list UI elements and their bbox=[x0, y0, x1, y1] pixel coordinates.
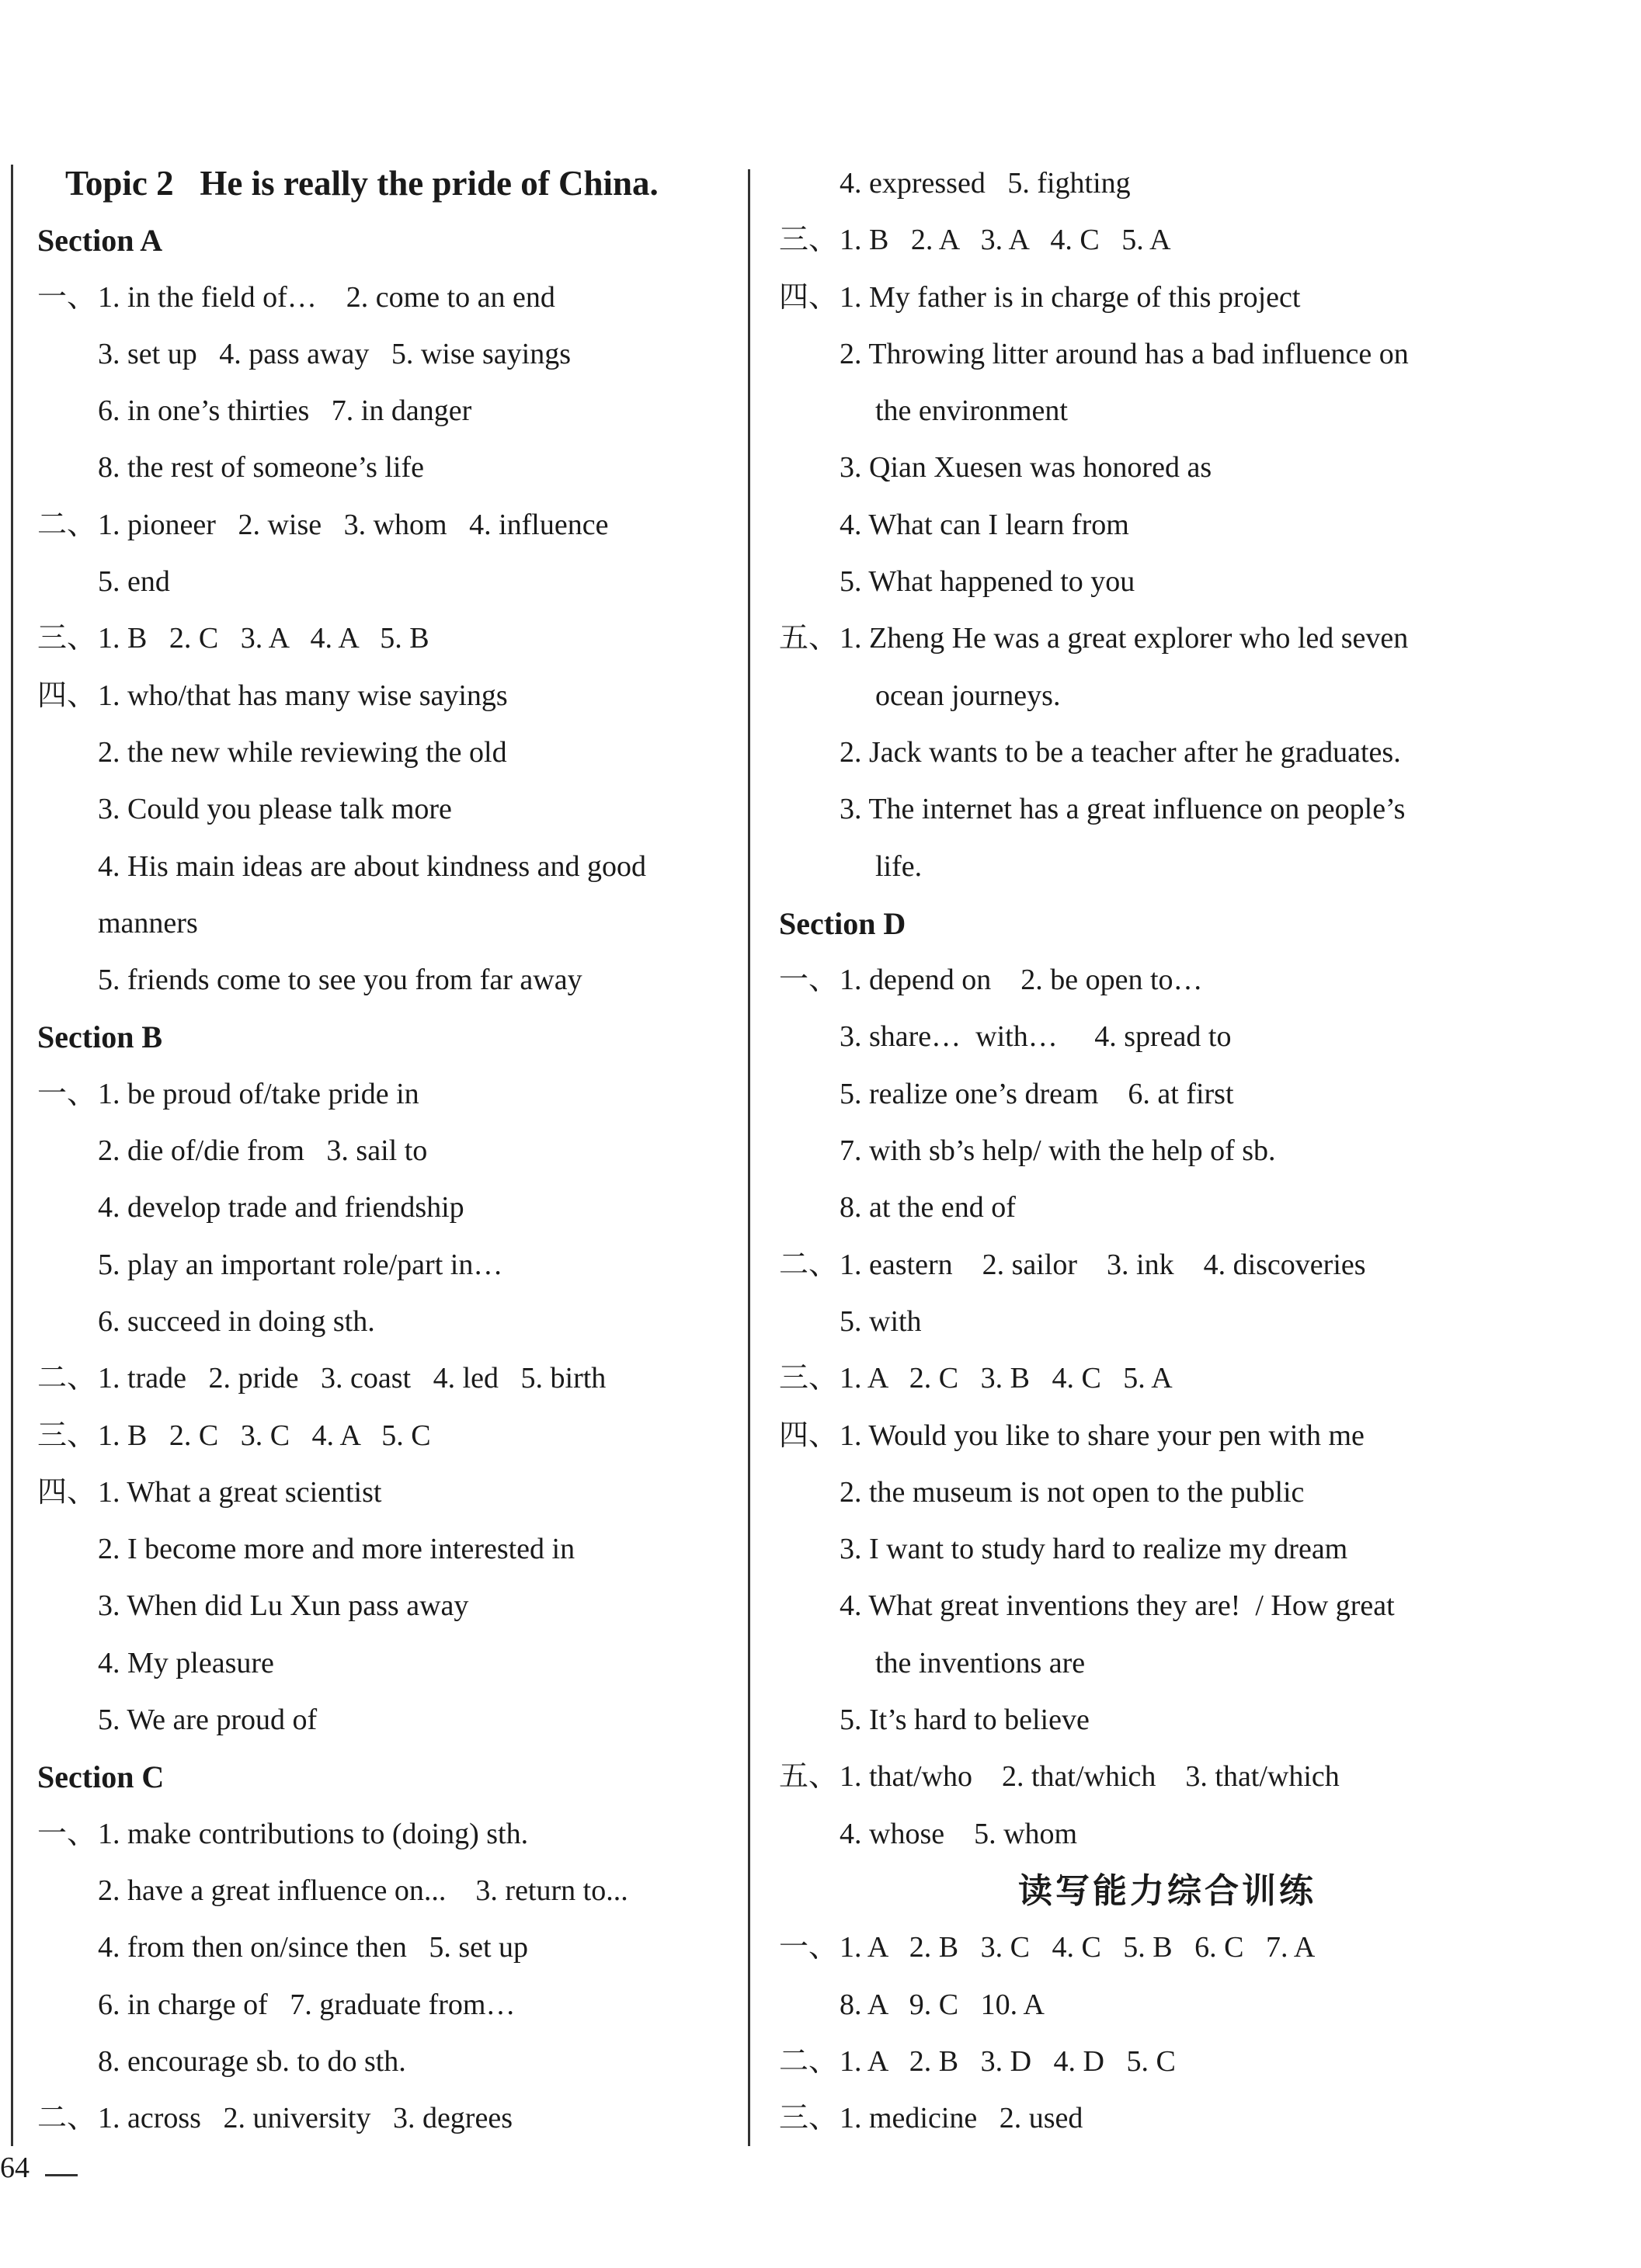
answer-text: the inventions are bbox=[875, 1646, 1086, 1679]
answer-line bbox=[37, 497, 736, 554]
answer-line bbox=[779, 839, 1556, 895]
answer-line bbox=[37, 1350, 736, 1407]
answer-text: 4. What can I learn from bbox=[840, 508, 1129, 541]
part-label: 三、 bbox=[779, 224, 839, 257]
answer-text: 2. Jack wants to be a teacher after he graduates. bbox=[840, 735, 1401, 769]
answer-line bbox=[779, 1294, 1556, 1350]
page-number: 64 bbox=[0, 2152, 30, 2184]
answer-line bbox=[37, 1919, 736, 1976]
answer-text: 1. My father is in charge of this project bbox=[840, 280, 1301, 314]
answer-text: 1. medicine 2. used bbox=[840, 2102, 1083, 2135]
answer-line bbox=[37, 1635, 736, 1692]
answer-line bbox=[779, 1806, 1556, 1863]
answer-text: 4. whose 5. whom bbox=[840, 1817, 1078, 1850]
answer-line bbox=[37, 2034, 736, 2090]
answer-line bbox=[779, 554, 1556, 610]
answer-text: 5. We are proud of bbox=[98, 1704, 318, 1737]
part-label: 三、 bbox=[779, 1362, 839, 1395]
answer-line bbox=[37, 952, 736, 1009]
answer-text: 1. trade 2. pride 3. coast 4. led 5. birth bbox=[98, 1362, 607, 1395]
answer-line bbox=[37, 1179, 736, 1236]
answer-text: 1. who/that has many wise sayings bbox=[98, 679, 508, 712]
answer-text: 4. from then on/since then 5. set up bbox=[98, 1931, 529, 1964]
answer-line bbox=[779, 326, 1556, 383]
answer-line bbox=[779, 1692, 1556, 1749]
part-label: 二、 bbox=[37, 508, 97, 541]
section-heading: Section B bbox=[37, 1019, 163, 1055]
answer-line bbox=[779, 1123, 1556, 1179]
answer-line bbox=[37, 839, 736, 895]
answer-line bbox=[779, 1066, 1556, 1123]
answer-line bbox=[779, 1521, 1556, 1578]
answer-line bbox=[37, 1123, 736, 1179]
answer-text: 1. B 2. C 3. A 4. A 5. B bbox=[98, 622, 429, 655]
answer-text: 2. the new while reviewing the old bbox=[98, 735, 507, 769]
part-label: 二、 bbox=[37, 1362, 97, 1395]
answer-text: 5. play an important role/part in… bbox=[98, 1248, 503, 1281]
answer-line bbox=[779, 383, 1556, 439]
answer-text: 6. succeed in doing sth. bbox=[98, 1304, 375, 1338]
answer-line bbox=[37, 1066, 736, 1123]
left-column bbox=[37, 155, 736, 2147]
answer-line bbox=[779, 668, 1556, 724]
answer-line bbox=[37, 1464, 736, 1521]
part-label: 三、 bbox=[37, 622, 97, 655]
answer-line bbox=[37, 326, 736, 383]
answer-text: 8. A 9. C 10. A bbox=[840, 1988, 1045, 2021]
part-label: 四、 bbox=[779, 280, 839, 314]
answer-text: 3. Qian Xuesen was honored as bbox=[840, 451, 1212, 485]
answer-text: 1. B 2. C 3. C 4. A 5. C bbox=[98, 1419, 431, 1452]
part-label: 四、 bbox=[779, 1419, 839, 1452]
answer-text: ocean journeys. bbox=[875, 679, 1061, 712]
answer-line bbox=[37, 724, 736, 781]
answer-line bbox=[37, 1294, 736, 1350]
answer-text: 4. What great inventions they are! / How great bbox=[840, 1589, 1395, 1623]
answer-line bbox=[37, 2090, 736, 2147]
answer-line bbox=[779, 212, 1556, 269]
answer-text: 1. be proud of/take pride in bbox=[98, 1077, 419, 1110]
answer-text: manners bbox=[98, 906, 198, 940]
answer-line bbox=[37, 610, 736, 667]
part-label: 一、 bbox=[779, 964, 839, 997]
answer-text: 1. in the field of… 2. come to an end bbox=[98, 280, 555, 314]
answer-line bbox=[779, 1749, 1556, 1805]
answer-line bbox=[779, 781, 1556, 838]
answer-text: 4. expressed 5. fighting bbox=[840, 167, 1131, 200]
left-margin-rule bbox=[11, 165, 13, 2146]
part-label: 四、 bbox=[37, 679, 97, 712]
answer-line bbox=[37, 383, 736, 439]
answer-text: 4. My pleasure bbox=[98, 1646, 274, 1679]
answer-text: 8. the rest of someone’s life bbox=[98, 451, 425, 485]
part-label: 三、 bbox=[37, 1419, 97, 1452]
answer-text: 4. His main ideas are about kindness and good bbox=[98, 849, 647, 883]
answer-line bbox=[37, 781, 736, 838]
answer-text: 3. set up 4. pass away 5. wise sayings bbox=[98, 337, 571, 370]
answer-line bbox=[37, 439, 736, 496]
answer-line bbox=[779, 724, 1556, 781]
part-label: 一、 bbox=[37, 280, 97, 314]
answer-text: 2. Throwing litter around has a bad influence on bbox=[840, 337, 1409, 370]
column-divider bbox=[748, 169, 750, 2146]
part-label: 四、 bbox=[37, 1475, 97, 1509]
answer-text: 7. with sb’s help/ with the help of sb. bbox=[840, 1134, 1276, 1168]
section-heading: Section A bbox=[37, 223, 163, 259]
answer-text: 4. develop trade and friendship bbox=[98, 1191, 464, 1224]
answer-text: the environment bbox=[875, 394, 1068, 428]
answer-line bbox=[779, 497, 1556, 554]
answer-text: 2. I become more and more interested in bbox=[98, 1533, 575, 1566]
page-number-dash bbox=[45, 2174, 78, 2176]
answer-text: 5. friends come to see you from far away bbox=[98, 964, 582, 997]
answer-line bbox=[37, 668, 736, 724]
answer-text: 1. A 2. B 3. C 4. C 5. B 6. C 7. A bbox=[840, 1931, 1316, 1964]
answer-text: 2. have a great influence on... 3. return to... bbox=[98, 1874, 628, 1907]
answer-text: 1. pioneer 2. wise 3. whom 4. influence bbox=[98, 508, 609, 541]
answer-text: 6. in charge of 7. graduate from… bbox=[98, 1988, 516, 2021]
answer-line bbox=[779, 1350, 1556, 1407]
topic-title: Topic 2 He is really the pride of China. bbox=[65, 164, 659, 203]
answer-line bbox=[779, 439, 1556, 496]
answer-text: 1. Zheng He was a great explorer who led seven bbox=[840, 622, 1409, 655]
part-label: 一、 bbox=[779, 1931, 839, 1964]
answer-line bbox=[37, 1977, 736, 2034]
answer-text: 5. What happened to you bbox=[840, 565, 1135, 599]
answer-line bbox=[779, 1408, 1556, 1464]
answer-text: 5. with bbox=[840, 1304, 922, 1338]
answer-line bbox=[37, 554, 736, 610]
answer-line bbox=[779, 1578, 1556, 1634]
answer-text: 1. A 2. C 3. B 4. C 5. A bbox=[840, 1362, 1173, 1395]
answer-line bbox=[779, 1179, 1556, 1236]
answer-line bbox=[779, 269, 1556, 326]
answer-text: 8. at the end of bbox=[840, 1191, 1016, 1224]
answer-line bbox=[37, 1237, 736, 1294]
answer-text: 5. It’s hard to believe bbox=[840, 1704, 1090, 1737]
answer-line bbox=[779, 952, 1556, 1009]
section-heading: Section C bbox=[37, 1759, 165, 1795]
answer-text: 2. die of/die from 3. sail to bbox=[98, 1134, 428, 1168]
answer-text: 6. in one’s thirties 7. in danger bbox=[98, 394, 472, 428]
answer-line bbox=[37, 269, 736, 326]
answer-line bbox=[37, 1408, 736, 1464]
answer-line bbox=[37, 1692, 736, 1749]
answer-line bbox=[779, 2090, 1556, 2147]
answer-text: 1. across 2. university 3. degrees bbox=[98, 2102, 513, 2135]
answer-text: 1. eastern 2. sailor 3. ink 4. discoveries bbox=[840, 1248, 1366, 1281]
right-column bbox=[779, 155, 1556, 2147]
answer-text: life. bbox=[875, 849, 923, 883]
answer-text: 1. make contributions to (doing) sth. bbox=[98, 1817, 529, 1850]
answer-text: 1. A 2. B 3. D 4. D 5. C bbox=[840, 2044, 1176, 2078]
answer-text: 5. realize one’s dream 6. at first bbox=[840, 1077, 1234, 1110]
answer-text: 3. I want to study hard to realize my dream bbox=[840, 1533, 1348, 1566]
section-heading: Section D bbox=[779, 905, 906, 941]
answer-line bbox=[779, 1977, 1556, 2034]
answer-line bbox=[779, 1009, 1556, 1065]
answer-line bbox=[779, 155, 1556, 212]
answer-text: 3. Could you please talk more bbox=[98, 793, 452, 826]
answer-line bbox=[37, 1521, 736, 1578]
part-label: 五、 bbox=[779, 1760, 839, 1794]
answer-text: 1. Would you like to share your pen with me bbox=[840, 1419, 1365, 1452]
answer-text: 5. end bbox=[98, 565, 170, 599]
answer-line bbox=[779, 1919, 1556, 1976]
part-label: 二、 bbox=[779, 1248, 839, 1281]
answer-line bbox=[779, 1635, 1556, 1692]
answer-line bbox=[779, 1237, 1556, 1294]
answer-line bbox=[779, 610, 1556, 667]
answer-text: 1. B 2. A 3. A 4. C 5. A bbox=[840, 224, 1171, 257]
part-label: 五、 bbox=[779, 622, 839, 655]
answer-text: 1. depend on 2. be open to… bbox=[840, 964, 1203, 997]
answer-line bbox=[37, 1578, 736, 1634]
part-label: 三、 bbox=[779, 2102, 839, 2135]
answer-line bbox=[37, 1806, 736, 1863]
answer-text: 1. that/who 2. that/which 3. that/which bbox=[840, 1760, 1340, 1794]
exercise-title: 读写能力综合训练 bbox=[1018, 1870, 1316, 1911]
part-label: 一、 bbox=[37, 1077, 97, 1110]
answer-text: 3. share… with… 4. spread to bbox=[840, 1020, 1232, 1054]
answer-line bbox=[779, 2034, 1556, 2090]
answer-line bbox=[37, 895, 736, 952]
answer-line bbox=[37, 1863, 736, 1919]
answer-text: 1. What a great scientist bbox=[98, 1475, 382, 1509]
answer-text: 3. When did Lu Xun pass away bbox=[98, 1589, 469, 1623]
answer-text: 8. encourage sb. to do sth. bbox=[98, 2044, 406, 2078]
answer-text: 3. The internet has a great influence on people’s bbox=[840, 793, 1406, 826]
part-label: 二、 bbox=[37, 2102, 97, 2135]
part-label: 二、 bbox=[779, 2044, 839, 2078]
answer-line bbox=[779, 1464, 1556, 1521]
answer-text: 2. the museum is not open to the public bbox=[840, 1475, 1305, 1509]
part-label: 一、 bbox=[37, 1817, 97, 1850]
